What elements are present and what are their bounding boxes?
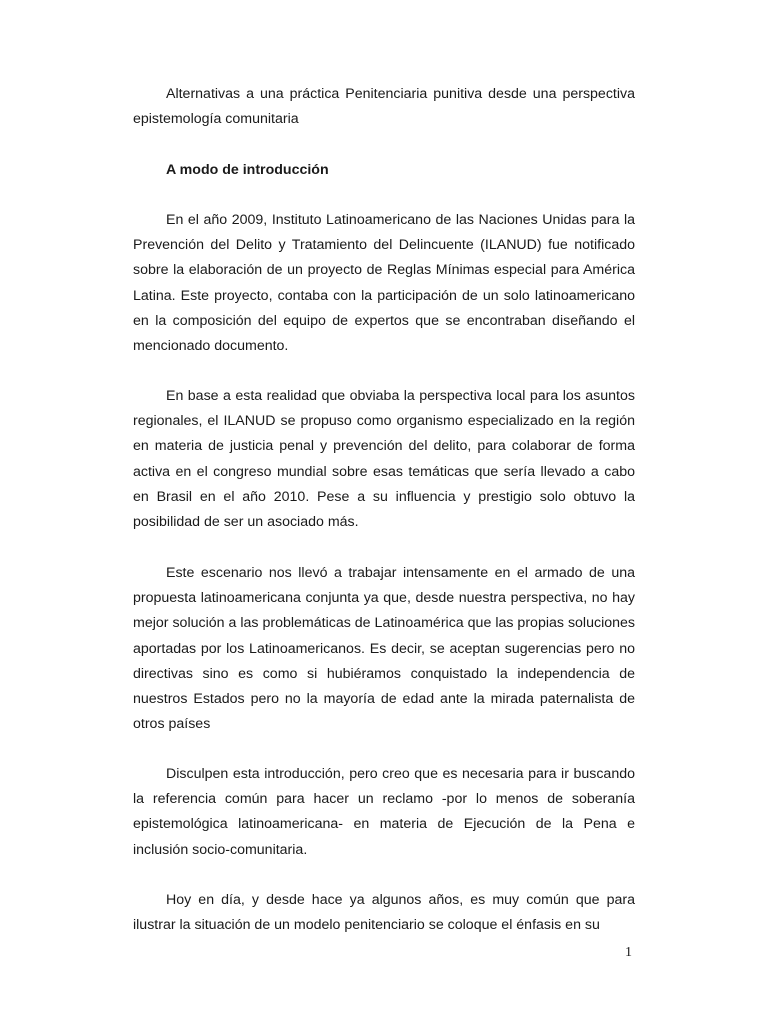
paragraph: Disculpen esta introducción, pero creo que es necesaria para ir buscando la referencia común para hacer un reclamo -por lo menos de soberanía epistemológica latinoamericana- en materia de Ejecución de la Pena e inclusión socio-comunitaria. bbox=[133, 766, 635, 858]
document-title: Alternativas a una práctica Penitenciaria punitiva desde una perspectiva epistemología comunitaria bbox=[133, 86, 635, 128]
paragraph: Hoy en día, y desde hace ya algunos años, es muy común que para ilustrar la situación de un modelo penitenciario se coloque el énfasis en su bbox=[133, 892, 635, 934]
page-number: 1 bbox=[625, 945, 632, 960]
paragraph: En el año 2009, Instituto Latinoamericano de las Naciones Unidas para la Prevención del Delito y Tratamiento del Delincuente (ILANUD) fue notificado sobre la elaboración de un proyecto de Reglas Mínimas especial para América Latina. Este proyecto, contaba con la participación de un solo latinoamericano en la composición del equipo de expertos que se encontraban diseñando el mencionado documento. bbox=[133, 212, 635, 355]
paragraph: Este escenario nos llevó a trabajar intensamente en el armado de una propuesta latinoamericana conjunta ya que, desde nuestra perspectiva, no hay mejor solución a las problemáticas de Latinoamérica que las propias soluciones aportadas por los Latinoamericanos. Es decir, se aceptan sugerencias pero no directivas sino es como si hubiéramos conquistado la independencia de nuestros Estados pero no la mayoría de edad ante la mirada paternalista de otros países bbox=[133, 565, 635, 733]
paragraph: En base a esta realidad que obviaba la perspectiva local para los asuntos regionales, el ILANUD se propuso como organismo especializado en la región en materia de justicia penal y prevención del delito, para colaborar de forma activa en el congreso mundial sobre esas temáticas que sería llevado a cabo en Brasil en el año 2010. Pese a su influencia y prestigio solo obtuvo la posibilidad de ser un asociado más. bbox=[133, 388, 635, 531]
section-heading: A modo de introducción bbox=[166, 162, 329, 178]
